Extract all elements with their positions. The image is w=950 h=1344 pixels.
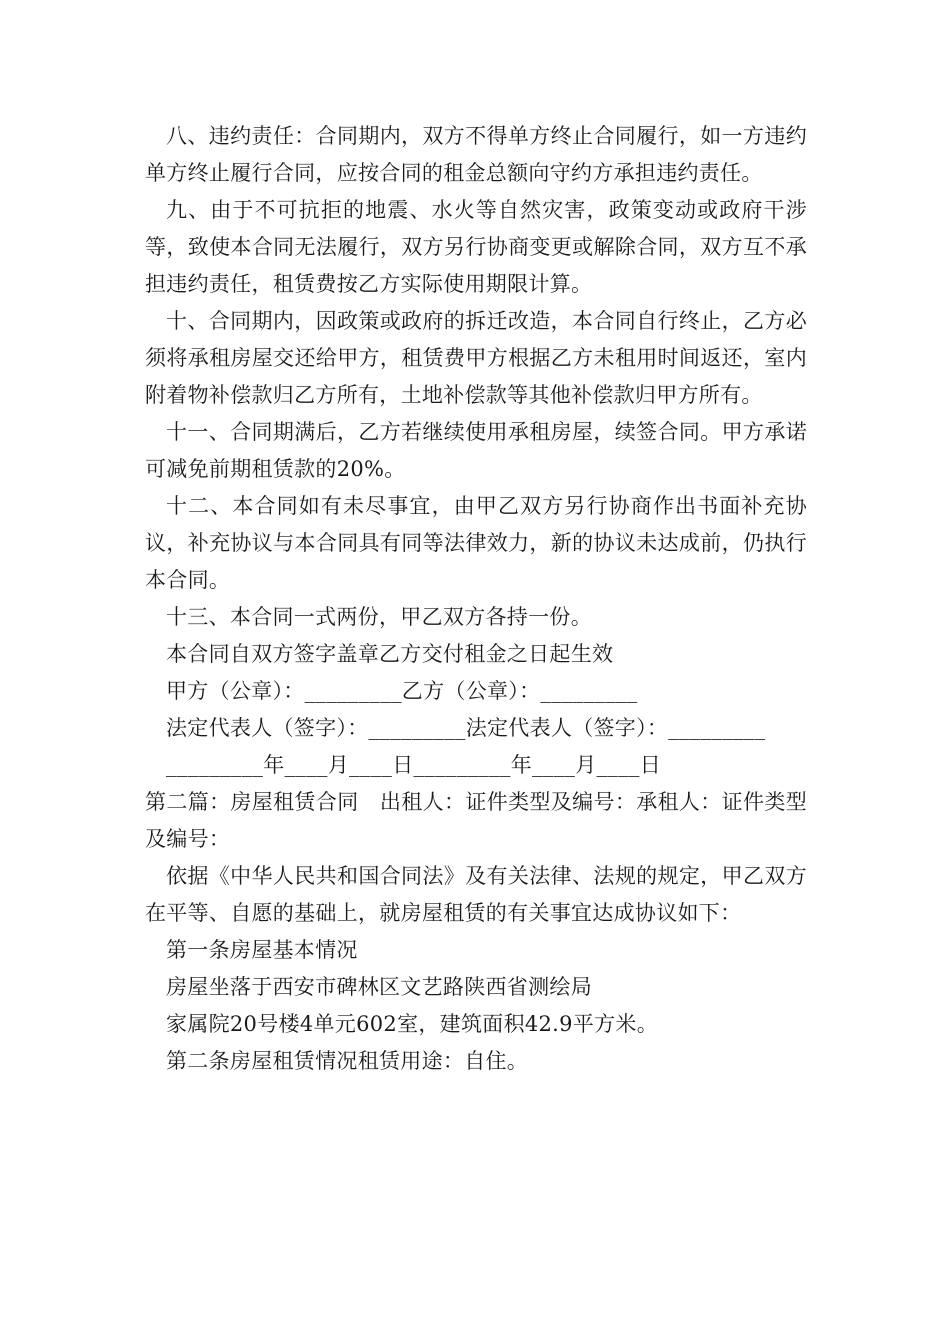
- representative-signature-line: 法定代表人（签字）：_________法定代表人（签字）：_________: [166, 716, 766, 740]
- property-location-line-2: 家属院20号楼4单元602室，建筑面积42.9平方米。: [166, 1012, 659, 1036]
- date-line: _________年____月____日_________年____月____日: [166, 753, 661, 777]
- clause-13-copies: 十三、本合同一式两份，甲乙双方各持一份。: [166, 605, 592, 629]
- effective-statement: 本合同自双方签字盖章乙方交付租金之日起生效: [166, 642, 614, 666]
- clause-11-renewal: 十一、合同期满后，乙方若继续使用承租房屋，续签合同。甲方承诺可减免前期租赁款的20%。: [145, 420, 807, 481]
- part-two-heading: 第二篇：房屋租赁合同 出租人：证件类型及编号：承租人：证件类型及编号：: [145, 790, 807, 851]
- document-body: [145, 118, 807, 1080]
- property-location-line-1: 房屋坐落于西安市碑林区文艺路陕西省测绘局: [166, 975, 592, 999]
- legal-basis: 依据《中华人民共和国合同法》及有关法律、法规的规定，甲乙双方在平等、自愿的基础上，就房屋租赁的有关事宜达成协议如下：: [145, 864, 807, 925]
- article-1-heading: 第一条房屋基本情况: [166, 938, 358, 962]
- clause-9-force-majeure: 九、由于不可抗拒的地震、水火等自然灾害，政策变动或政府干涉等，致使本合同无法履行，双方另行协商变更或解除合同，双方互不承担违约责任，租赁费按乙方实际使用期限计算。: [145, 198, 807, 296]
- seal-line: 甲方（公章）：_________乙方（公章）：_________: [166, 679, 638, 703]
- clause-10-demolition: 十、合同期内，因政策或政府的拆迁改造，本合同自行终止，乙方必须将承租房屋交还给甲方，租赁费甲方根据乙方未租用时间返还，室内附着物补偿款归乙方所有，土地补偿款等其他补偿款归甲方所有。: [145, 309, 807, 407]
- clause-12-supplement: 十二、本合同如有未尽事宜，由甲乙双方另行协商作出书面补充协议，补充协议与本合同具有同等法律效力，新的协议未达成前，仍执行本合同。: [145, 494, 807, 592]
- clause-8-breach-liability: 八、违约责任：合同期内，双方不得单方终止合同履行，如一方违约单方终止履行合同，应按合同的租金总额向守约方承担违约责任。: [145, 124, 807, 185]
- article-2-heading: 第二条房屋租赁情况租赁用途：自住。: [166, 1049, 529, 1073]
